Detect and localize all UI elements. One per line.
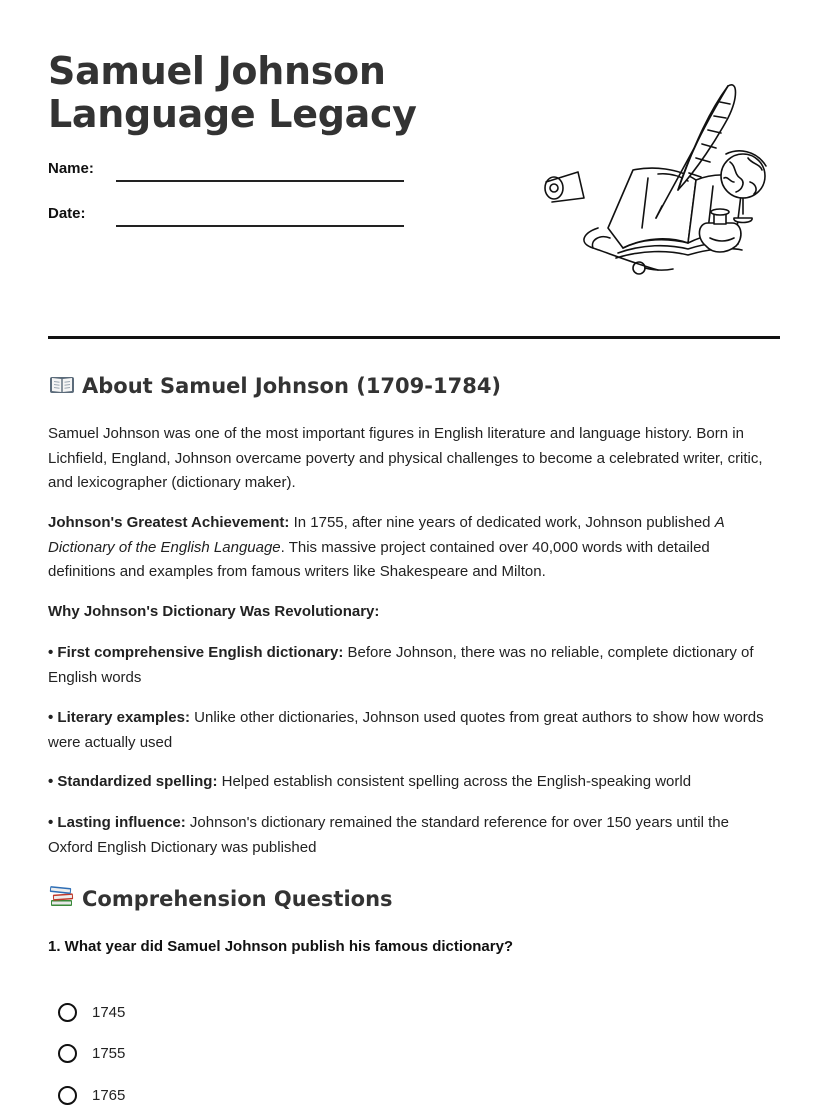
- title-line-1: Samuel Johnson: [48, 49, 386, 93]
- bullet-text: Johnson's dictionary remained the standard reference for over 150 years until the Oxford English Dictionary was published: [48, 814, 729, 856]
- name-line[interactable]: [116, 180, 404, 182]
- bullet-label: First comprehensive English dictionary:: [57, 644, 344, 661]
- why-heading: Why Johnson's Dictionary Was Revolutionary:: [48, 603, 380, 620]
- bullet-text: Before Johnson, there was no reliable, complete dictionary of English words: [48, 644, 754, 686]
- bullet-label: Lasting influence:: [57, 814, 186, 831]
- questions-heading-text: Comprehension Questions: [82, 887, 393, 911]
- bullet-item: • Lasting influence: Johnson's dictionary remained the standard reference for over 150 years until the Oxford English Dictionary was published: [48, 814, 729, 856]
- worksheet-header: [48, 0, 780, 340]
- page-title: [48, 50, 417, 136]
- option-1765[interactable]: [58, 1082, 125, 1108]
- achievement-paragraph: [48, 511, 776, 585]
- about-heading: [48, 374, 501, 398]
- quill-book-globe-illustration: [538, 78, 768, 288]
- radio-button[interactable]: [58, 1086, 77, 1105]
- option-label: 1765: [92, 1086, 126, 1104]
- date-field[interactable]: [48, 203, 408, 233]
- option-1755[interactable]: [58, 1040, 125, 1066]
- books-stack-icon: [48, 884, 76, 908]
- option-label: 1745: [92, 1003, 126, 1021]
- bullet-label: Literary examples:: [57, 709, 190, 726]
- bullet-item: • First comprehensive English dictionary: Before Johnson, there was no reliable, complete dictionary of English words: [48, 644, 754, 686]
- bullet-text: Helped establish consistent spelling across the English-speaking world: [217, 773, 692, 790]
- date-label: Date:: [48, 205, 86, 222]
- questions-heading: [48, 884, 393, 911]
- dictionary-title: A Dictionary of the English Language: [48, 514, 725, 556]
- title-line-2: Language Legacy: [48, 92, 417, 136]
- name-label: Name:: [48, 160, 94, 177]
- radio-button[interactable]: [58, 1003, 77, 1022]
- intro-paragraph: Samuel Johnson was one of the most important figures in English literature and language history. Born in Lichfield, England, Johnson overcame poverty and physical challenges to become a celebrated writer, critic, and lexicographer (dictionary maker).: [48, 425, 763, 491]
- radio-button[interactable]: [58, 1044, 77, 1063]
- bullet-item: • Standardized spelling: Helped establish consistent spelling across the English-speaking world: [48, 773, 692, 790]
- achievement-label: Johnson's Greatest Achievement:: [48, 514, 290, 531]
- header-divider: [48, 336, 780, 339]
- name-field[interactable]: [48, 158, 408, 188]
- option-1745[interactable]: [58, 999, 125, 1025]
- about-heading-text: About Samuel Johnson (1709-1784): [82, 374, 502, 398]
- open-book-icon: [48, 375, 76, 395]
- option-label: 1755: [92, 1044, 126, 1062]
- bullet-label: Standardized spelling:: [57, 773, 218, 790]
- bullet-item: • Literary examples: Unlike other dictionaries, Johnson used quotes from great authors to show how words were actually used: [48, 709, 764, 751]
- achievement-text-before: In 1755, after nine years of dedicated work, Johnson published: [289, 514, 715, 531]
- worksheet-page: [48, 0, 780, 1118]
- date-line[interactable]: [116, 225, 404, 227]
- achievement-text-after: . This massive project contained over 40,000 words with detailed definitions and examples from famous writers like Shakespeare and Milton.: [48, 538, 710, 580]
- bullet-text: Unlike other dictionaries, Johnson used quotes from great authors to show how words were actually used: [48, 709, 764, 751]
- question-1: 1. What year did Samuel Johnson publish his famous dictionary?: [48, 938, 514, 955]
